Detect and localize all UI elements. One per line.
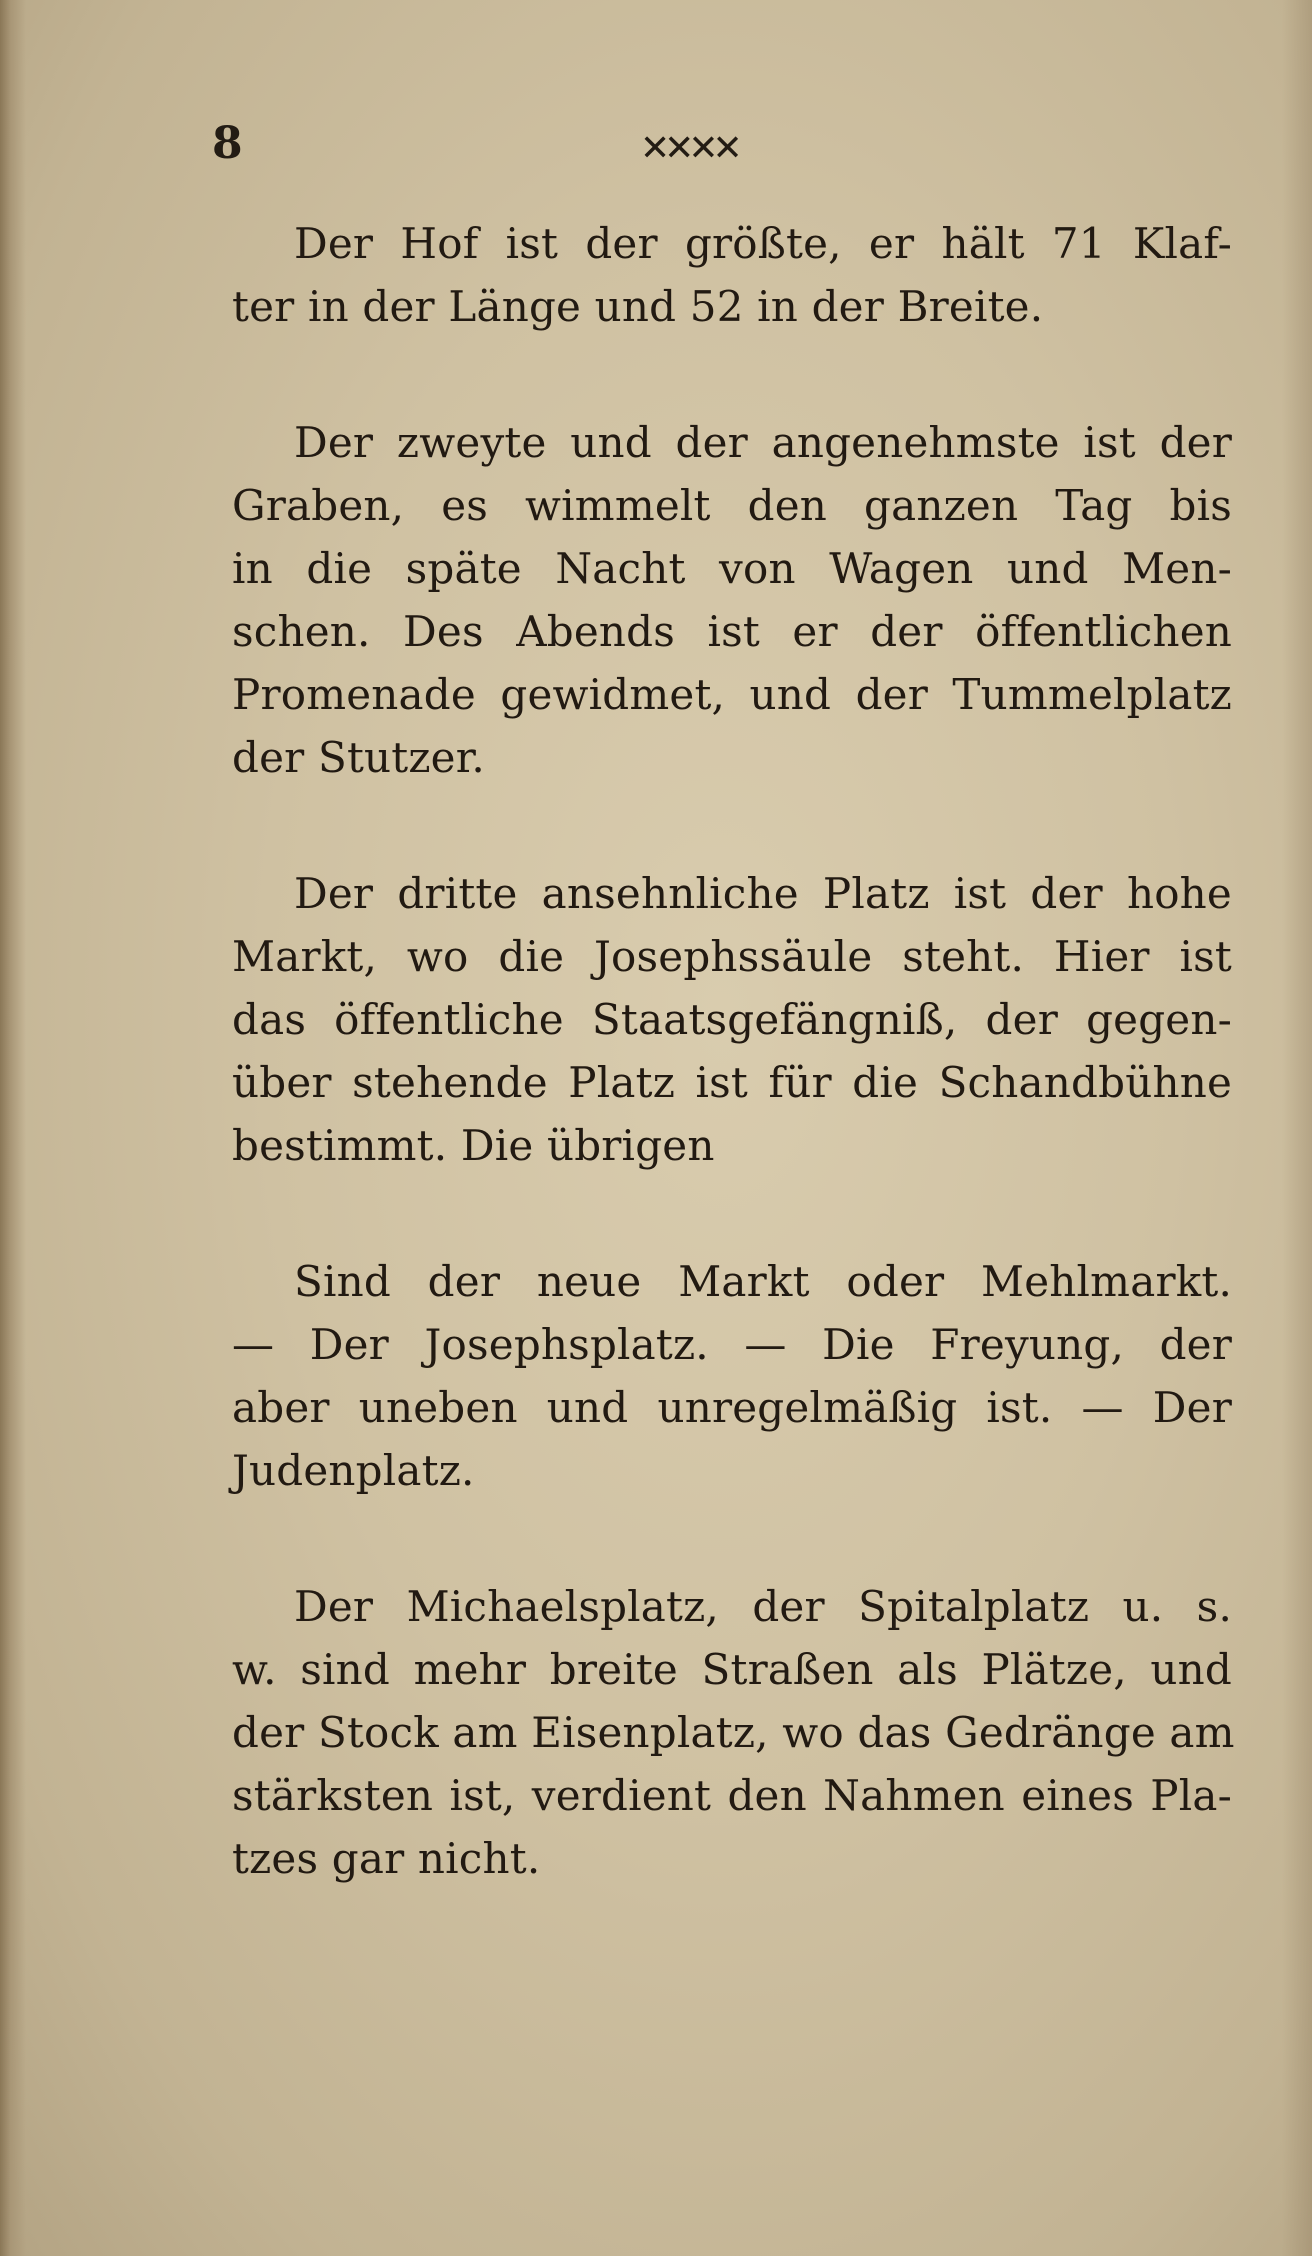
header-ornament: ✕✕✕✕	[640, 128, 737, 169]
text-line: Judenplatz.	[232, 1446, 475, 1495]
text-line: stärksten ist, verdient den Nahmen eines Pla-	[232, 1771, 1232, 1820]
text-line: der Stutzer.	[232, 733, 485, 782]
paragraph-2	[232, 411, 1232, 789]
text-line: w. sind mehr breite Straßen als Plätze, und	[232, 1645, 1232, 1694]
text-line: Markt, wo die Josephssäule steht. Hier ist	[232, 932, 1232, 981]
text-line: — Der Josephsplatz. — Die Freyung, der	[232, 1320, 1232, 1369]
text-line: Der Hof ist der größte, er hält 71 Klaf-	[294, 219, 1232, 268]
text-line: ter in der Länge und 52 in der Breite.	[232, 282, 1044, 331]
text-line: Graben, es wimmelt den ganzen Tag bis	[232, 481, 1232, 530]
text-line: Der Michaelsplatz, der Spitalplatz u. s.	[294, 1582, 1232, 1631]
text-line: Der dritte ansehnliche Platz ist der hohe	[294, 869, 1232, 918]
text-line: tzes gar nicht.	[232, 1834, 541, 1883]
text-line: in die späte Nacht von Wagen und Men-	[232, 544, 1232, 593]
text-line: Promenade gewidmet, und der Tummelplatz	[232, 670, 1232, 719]
page-header	[212, 118, 1212, 178]
text-line: bestimmt. Die übrigen	[232, 1121, 715, 1170]
page-number: 8	[212, 118, 243, 169]
paragraph-3	[232, 862, 1232, 1177]
paragraph-4	[232, 1250, 1232, 1502]
text-line: Der zweyte und der angenehmste ist der	[294, 418, 1232, 467]
body-text	[232, 212, 1235, 1963]
text-line: Sind der neue Markt oder Mehlmarkt.	[294, 1257, 1232, 1306]
paragraph-1	[232, 212, 1232, 338]
text-line: über stehende Platz ist für die Schandbühne	[232, 1058, 1232, 1107]
paragraph-5	[232, 1575, 1235, 1890]
text-line: das öffentliche Staatsgefängniß, der gegen-	[232, 995, 1232, 1044]
text-line: schen. Des Abends ist er der öffentlichen	[232, 607, 1232, 656]
text-line: der Stock am Eisenplatz, wo das Gedränge am	[232, 1708, 1235, 1757]
text-line: aber uneben und unregelmäßig ist. — Der	[232, 1383, 1232, 1432]
